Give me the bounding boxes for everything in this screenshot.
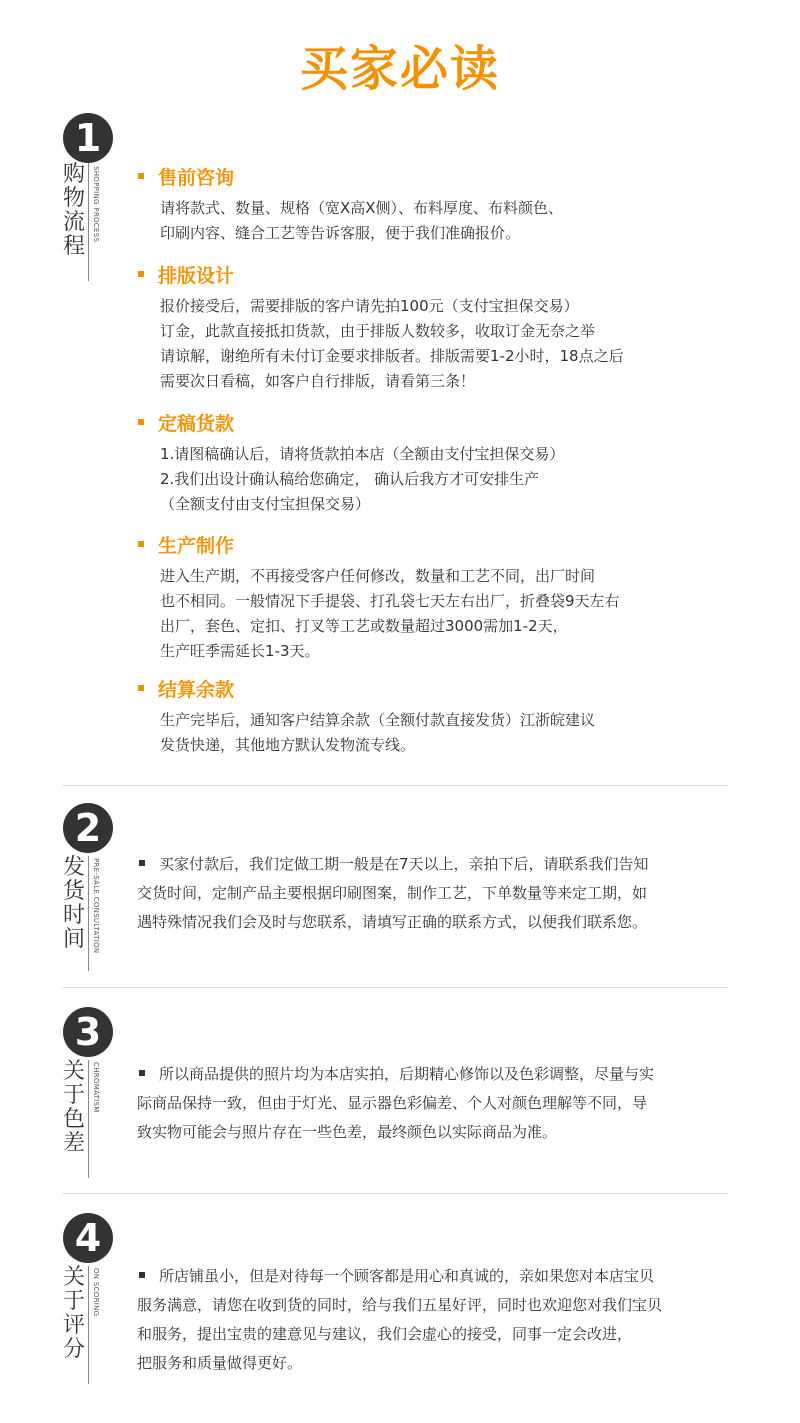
section-english-title: ON SCORING	[92, 1268, 100, 1317]
bullet-icon	[139, 1272, 145, 1278]
section-paragraph	[137, 1060, 737, 1147]
paragraph-text: 所店铺虽小，但是对待每一个顾客都是用心和真诚的，亲如果您对本店宝贝 服务满意，请您在收到货的同时，给与我们五星好评，同时也欢迎您对我们宝贝 和服务，提出宝贵的建意见与建议，我们会虚心的接受，同事一定会改进， 把服务和质量做得更好。	[137, 1267, 663, 1372]
list-item	[138, 532, 620, 664]
item-title: 售前咨询	[158, 166, 235, 189]
section-vertical-line	[88, 856, 89, 971]
step-number-badge: 2	[63, 803, 113, 853]
step-number-badge: 4	[63, 1213, 113, 1263]
section-vertical-title: 发货时间	[62, 855, 85, 952]
item-text: 请将款式、数量、规格（宽X高X侧）、布料厚度、布料颜色、 印刷内容、缝合工艺等告诉客服，便于我们准确报价。	[160, 199, 564, 242]
paragraph-text: 买家付款后，我们定做工期一般是在7天以上，亲拍下后，请联系我们告知 交货时间，定制产品主要根据印刷图案，制作工艺，下单数量等来定工期，如 遇特殊情况我们会及时与您联系，请填写正确的联系方式，以便我们联系您。	[137, 855, 649, 931]
section-paragraph	[137, 1262, 737, 1378]
list-item	[138, 164, 563, 246]
section-vertical-line	[88, 1266, 89, 1384]
bullet-icon	[138, 541, 144, 547]
item-title: 结算余款	[158, 678, 235, 701]
item-title: 定稿货款	[158, 412, 235, 435]
divider	[62, 1193, 728, 1194]
section-english-title: CHROMATISM	[92, 1062, 100, 1113]
bullet-icon	[138, 271, 144, 277]
page-title: 买家必读	[299, 41, 500, 97]
section-vertical-title: 关于色差	[62, 1059, 85, 1156]
bullet-icon	[139, 1070, 145, 1076]
divider	[62, 785, 728, 786]
divider	[62, 987, 728, 988]
step-number-badge: 3	[63, 1007, 113, 1057]
item-text: 进入生产期，不再接受客户任何修改，数量和工艺不同，出厂时间 也不相同。一般情况下手提袋、打孔袋七天左右出厂，折叠袋9天左右 出厂，套色、定扣、打叉等工艺或数量超过3000需加1-2天， 生产旺季需延长1-3天。	[160, 567, 620, 660]
step-number-badge: 1	[63, 113, 113, 163]
item-text: 报价接受后，需要排版的客户请先拍100元（支付宝担保交易） 订金，此款直接抵扣货款，由于排版人数较多，收取订金无奈之举 请谅解，谢绝所有未付订金要求排版者。排版需要1-2小时，18点之后 需要次日看稿，如客户自行排版，请看第三条！	[160, 297, 624, 390]
section-vertical-title: 购物流程	[62, 162, 85, 259]
section-english-title: PRE-SALE CONSULTATION	[92, 858, 100, 954]
bullet-icon	[138, 685, 144, 691]
section-paragraph	[137, 850, 737, 937]
section-vertical-line	[88, 163, 89, 281]
item-title: 排版设计	[158, 264, 235, 287]
bullet-icon	[138, 173, 144, 179]
list-item	[138, 410, 564, 517]
item-title: 生产制作	[158, 534, 235, 557]
item-text: 1.请图稿确认后，请将货款拍本店（全额由支付宝担保交易） 2.我们出设计确认稿给您确定， 确认后我方才可安排生产 （全额支付由支付宝担保交易）	[160, 445, 565, 513]
list-item	[138, 676, 595, 758]
bullet-icon	[138, 419, 144, 425]
bullet-icon	[139, 860, 145, 866]
paragraph-text: 所以商品提供的照片均为本店实拍，后期精心修饰以及色彩调整，尽量与实 际商品保持一致，但由于灯光、显示器色彩偏差、个人对颜色理解等不同，导 致实物可能会与照片存在一些色差，最终颜色以实际商品为准。	[137, 1065, 655, 1141]
section-english-title: SHOPPING PROCESS	[92, 166, 100, 243]
section-vertical-line	[88, 1060, 89, 1178]
item-text: 生产完毕后，通知客户结算余款（全额付款直接发货）江浙皖建议 发货快递，其他地方默认发物流专线。	[160, 711, 596, 754]
section-vertical-title: 关于评分	[62, 1265, 85, 1362]
list-item	[138, 262, 624, 394]
